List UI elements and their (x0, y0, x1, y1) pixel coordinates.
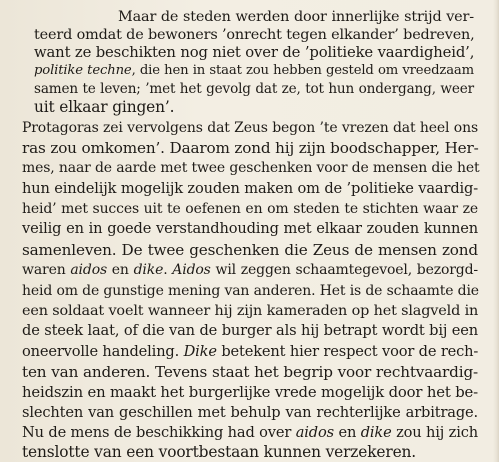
body-line-6: veilig en in goede verstandhouding met elkaar zouden kunnen (22, 220, 478, 237)
italic-term: politike techne (34, 63, 132, 78)
quote-line-2: teerd omdat de bewoners ’onrecht tegen elkander’ bedreven, (34, 27, 475, 43)
body-line-13: ten van anderen. Tevens staat het begrip voor rechtvaardig- (22, 363, 478, 381)
body-text: en (107, 262, 134, 278)
italic-term: aidos (295, 424, 334, 441)
italic-term: Dike (183, 343, 217, 360)
body-line-11: de steek laat, of die van de burger als hij betrapt wordt bij een (22, 322, 478, 339)
body-line-14: heidszin en maakt het burgerlijke vrede mogelijk door het be- (22, 384, 479, 401)
body-text: en (333, 424, 361, 441)
quote-line-4 (34, 62, 474, 80)
body-text: zou hij zich (391, 424, 478, 441)
body-line-17: tenslotte van een voortbestaan kunnen verzekeren. (22, 443, 417, 461)
quote-line-6: uit elkaar gingen’. (34, 98, 175, 116)
body-text: wil zeggen schaamtegevoel, bezorgd- (210, 262, 478, 278)
italic-term: Aidos (172, 262, 211, 278)
body-text: . (163, 262, 173, 278)
body-line-9: heid om de gunstige mening van anderen. Het is de schaamte die (22, 283, 479, 299)
italic-term: dike (360, 424, 392, 441)
body-text: oneervolle handeling. (22, 343, 184, 360)
body-line-1: Protagoras zei vervolgens dat Zeus begon ’te vrezen dat heel ons (22, 120, 478, 136)
body-line-8 (22, 261, 478, 279)
quote-line-3: want ze beschikten nog niet over de ’politieke vaardigheid’, (34, 44, 475, 61)
quote-line-5: samen te leven; ’met het gevolg dat ze, tot hun ondergang, weer (34, 81, 474, 97)
body-line-15: slechten van geschillen met behulp van rechterlijke arbitrage. (22, 404, 478, 421)
body-line-5: heid’ met succes uit te oefenen en om steden te stichten waar ze (22, 201, 478, 217)
body-line-16 (22, 424, 478, 442)
body-line-12 (22, 343, 478, 361)
body-line-7: samenleven. De twee geschenken die Zeus de mensen zond (22, 241, 478, 259)
body-line-2: ras zou omkomen’. Daarom zond hij zijn boodschapper, Her- (22, 139, 479, 157)
quote-line-text: , die hen in staat zou hebben gesteld om vreedzaam (131, 63, 474, 78)
italic-term: aidos (70, 262, 108, 278)
body-line-3: mes, naar de aarde met twee geschenken voor de mensen die het (22, 160, 480, 176)
body-line-10: een soldaat voelt wanneer hij zijn kameraden op het slagveld in (22, 303, 479, 319)
quote-line-1: Maar de steden werden door innerlijke strijd ver- (118, 9, 474, 25)
body-line-4: hun eindelijk mogelijk zouden maken om de ’politieke vaardig- (22, 180, 478, 197)
body-text: waren (22, 262, 71, 278)
body-text: Nu de mens de beschikking had over (22, 424, 296, 441)
italic-term: dike (133, 262, 164, 278)
page-edge-shadow (493, 0, 499, 462)
body-text: betekent hier respect voor de rech- (216, 343, 479, 360)
